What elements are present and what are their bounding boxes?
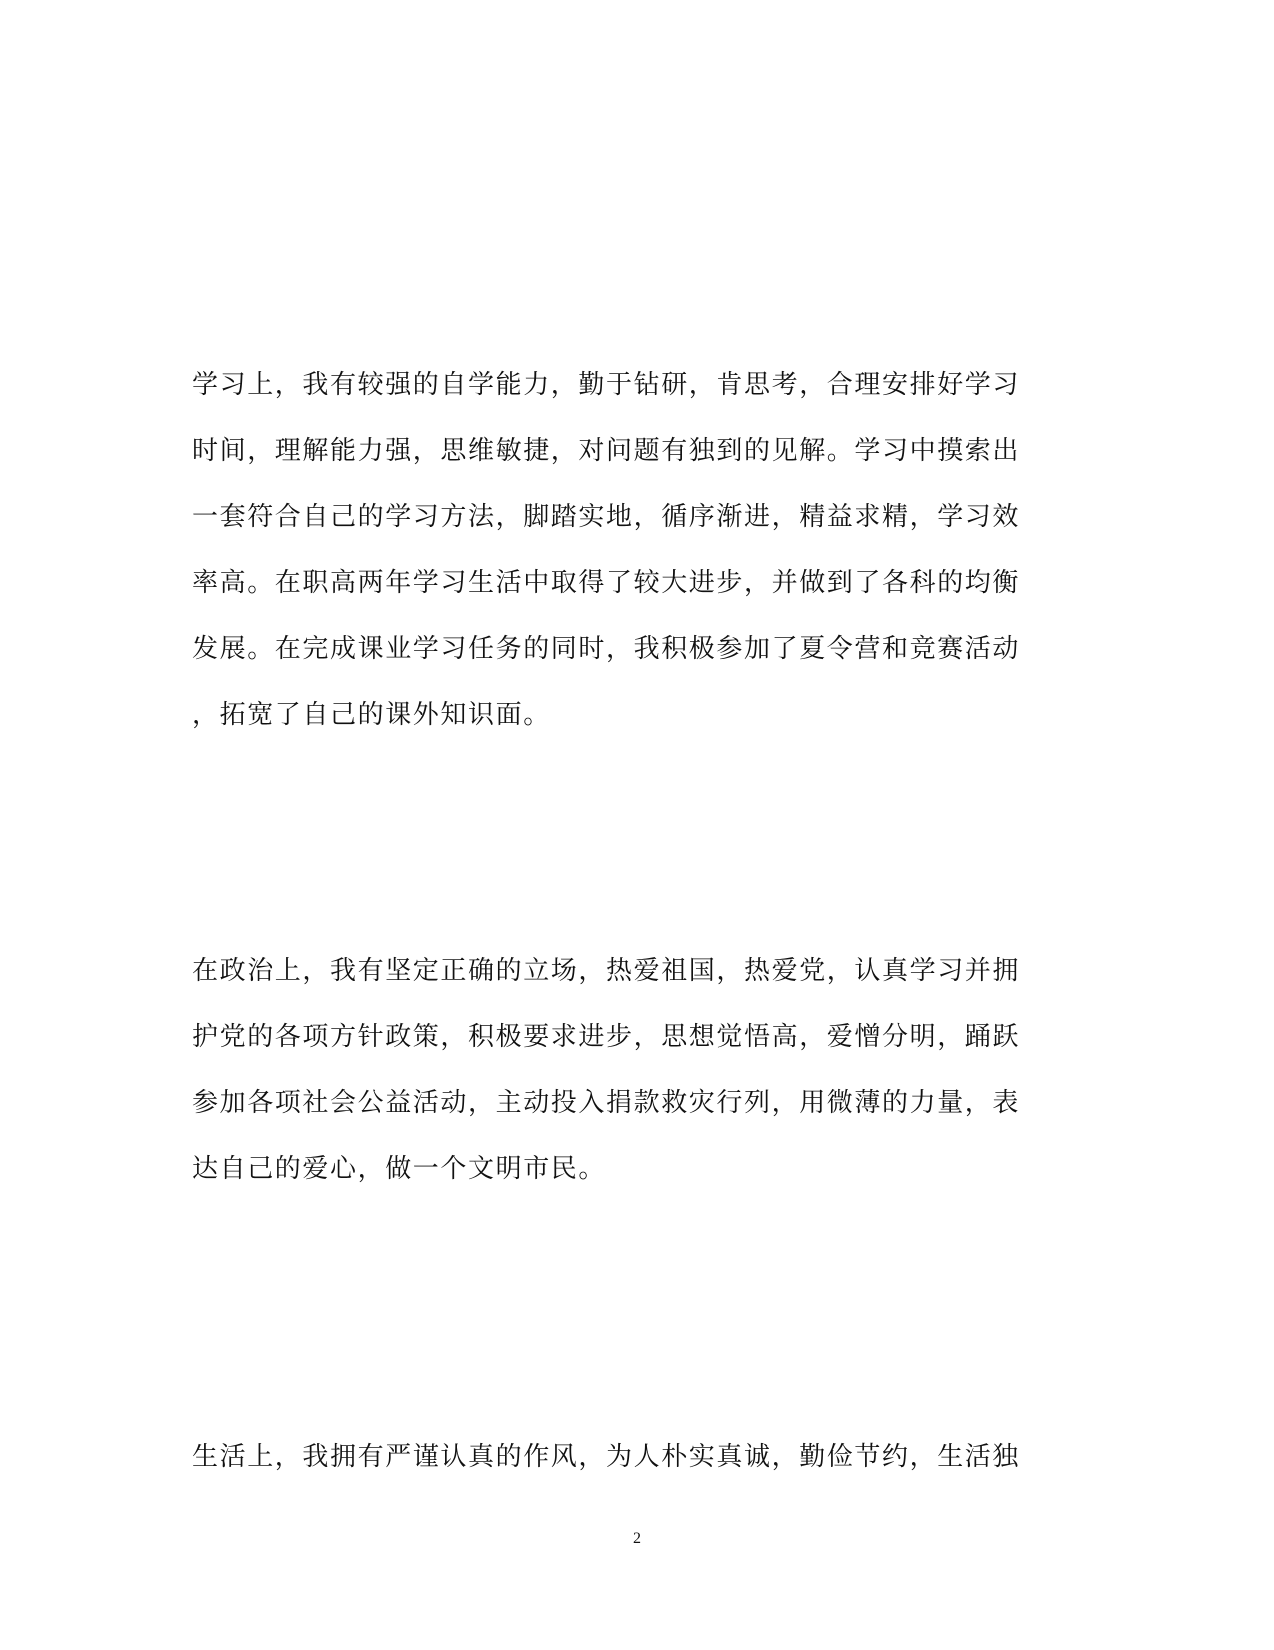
text-line: 生活上，我拥有严谨认真的作风，为人朴实真诚，勤俭节约，生活独 [192,1442,1021,1472]
paragraph-politics [192,938,1082,1202]
text-line: ，拓宽了自己的课外知识面。 [192,700,551,730]
text-line: 率高。在职高两年学习生活中取得了较大进步，并做到了各科的均衡 [192,568,1021,598]
text-line: 参加各项社会公益活动，主动投入捐款救灾行列，用微薄的力量，表 [192,1088,1021,1118]
paragraph-study [192,352,1082,748]
text-line: 学习上，我有较强的自学能力，勤于钻研，肯思考，合理安排好学习 [192,370,1021,400]
text-line: 达自己的爱心，做一个文明市民。 [192,1154,607,1184]
paragraph-life [192,1424,1082,1490]
text-line: 在政治上，我有坚定正确的立场，热爱祖国，热爱党，认真学习并拥 [192,956,1021,986]
text-line: 时间，理解能力强，思维敏捷，对问题有独到的见解。学习中摸索出 [192,436,1021,466]
text-line: 发展。在完成课业学习任务的同时，我积极参加了夏令营和竞赛活动 [192,634,1021,664]
text-line: 护党的各项方针政策，积极要求进步，思想觉悟高，爱憎分明，踊跃 [192,1022,1021,1052]
page-number: 2 [633,1530,641,1547]
text-line: 一套符合自己的学习方法，脚踏实地，循序渐进，精益求精，学习效 [192,502,1021,532]
